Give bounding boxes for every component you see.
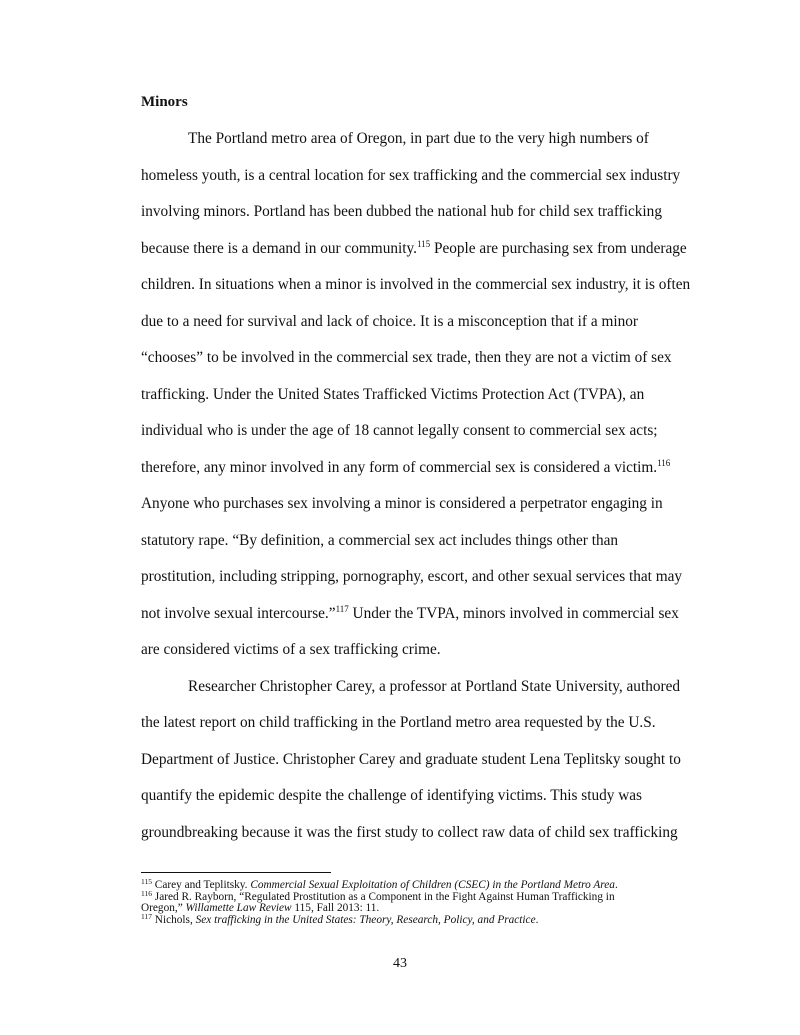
footnote-ref-117[interactable]: 117 (335, 603, 349, 614)
paragraph-line: Department of Justice. Christopher Carey and graduate student Lena Teplitsky sought to (141, 750, 681, 768)
section-heading: Minors (141, 94, 188, 110)
footnote-115: $^{115}$ Carey and Teplitsky. Commercial Sexual Exploitation of Children (CSEC) in the Portland Metro Area. (141, 877, 618, 891)
footnote-ref-116[interactable]: 116 (657, 457, 671, 468)
footnote-separator (141, 872, 331, 873)
paragraph-line: therefore, any minor involved in any form of commercial sex is considered a victim.$^{116}$ (141, 457, 671, 476)
paragraph-line: not involve sexual intercourse.”$^{117}$ Under the TVPA, minors involved in commercial sex (141, 603, 679, 622)
paragraph-line: groundbreaking because it was the first study to collect raw data of child sex trafficking (141, 823, 678, 841)
paragraph-line: individual who is under the age of 18 cannot legally consent to commercial sex acts; (141, 422, 658, 439)
paragraph-line: are considered victims of a sex trafficking crime. (141, 641, 441, 658)
paragraph-line: quantify the epidemic despite the challenge of identifying victims. This study was (141, 787, 643, 804)
footnote-116-continued: Oregon,” Willamette Law Review 115, Fall 2013: 11. (141, 902, 380, 914)
paragraph-line: the latest report on child trafficking in the Portland metro area requested by the U.S. (141, 714, 656, 731)
body-text (141, 125, 711, 855)
paragraph-line: statutory rape. “By definition, a commercial sex act includes things other than (141, 531, 619, 549)
footnote-117: $^{117}$ Nichols, Sex trafficking in the United States: Theory, Research, Policy, and Practice. (141, 911, 539, 926)
footnote-116: $^{116}$ Jared R. Rayborn, “Regulated Prostitution as a Component in the Fight Against Human Trafficking in (141, 888, 615, 903)
paragraph-line: prostitution, including stripping, pornography, escort, and other sexual services that may (141, 568, 683, 585)
footnote-ref-115[interactable]: 115 (416, 238, 431, 249)
paragraph-line: Anyone who purchases sex involving a minor is considered a perpetrator engaging in (141, 495, 663, 512)
paragraph-line: homeless youth, is a central location for sex trafficking and the commercial sex industry (141, 166, 681, 184)
paragraph-line: trafficking. Under the United States Trafficked Victims Protection Act (TVPA), an (141, 385, 645, 403)
paragraph-line: children. In situations when a minor is involved in the commercial sex industry, it is often (141, 276, 691, 293)
paragraph-line: The Portland metro area of Oregon, in part due to the very high numbers of (188, 130, 649, 147)
paragraph-line: because there is a demand in our community.$^{115}$ People are purchasing sex from underage (141, 238, 687, 257)
paragraph-line: Researcher Christopher Carey, a professor at Portland State University, authored (188, 677, 681, 695)
footnotes (141, 877, 711, 926)
paragraph-line: due to a need for survival and lack of choice. It is a misconception that if a minor (141, 312, 638, 330)
paragraph-line: involving minors. Portland has been dubbed the national hub for child sex trafficking (141, 203, 662, 220)
paragraph-line: “chooses” to be involved in the commercial sex trade, then they are not a victim of sex (141, 349, 672, 366)
page-number: 43 (393, 956, 407, 971)
